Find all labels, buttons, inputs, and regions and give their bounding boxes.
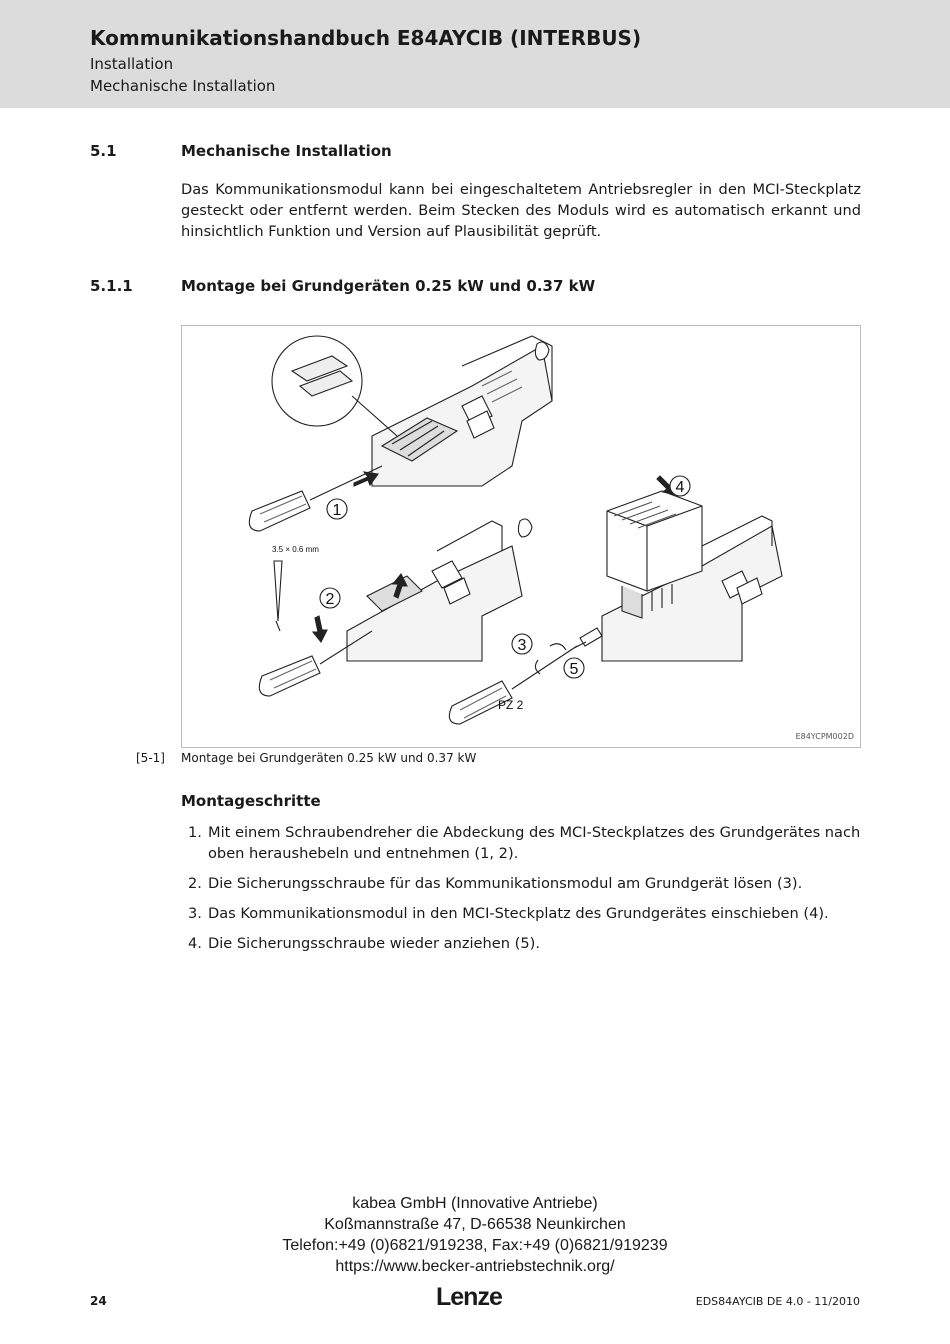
zoom-detail [272, 336, 397, 436]
list-item [181, 903, 861, 924]
page-header [0, 0, 950, 108]
step-number: 4. [188, 935, 202, 952]
document-title: Kommunikationshandbuch E84AYCIB (INTERBUS) [90, 26, 642, 50]
installation-figure [181, 325, 861, 748]
contact-phone-fax: Telefon:+49 (0)6821/919238, Fax:+49 (0)6821/919239 [282, 1237, 668, 1254]
screwdriver-1 [249, 466, 382, 531]
lenze-logo: Lenze [436, 1283, 502, 1311]
figure-label-1: 1 [332, 502, 342, 519]
section-number: 5.1 [90, 142, 117, 160]
steps-list [181, 822, 861, 963]
drive-device-top [372, 336, 552, 486]
locking-screw [574, 628, 602, 648]
installation-drawing [182, 326, 860, 747]
figure-label-4: 4 [675, 479, 685, 496]
step-number: 3. [188, 905, 202, 922]
list-item [181, 822, 861, 864]
page-number: 24 [90, 1294, 107, 1308]
list-item [181, 873, 861, 894]
contact-website[interactable]: https://www.becker-antriebstechnik.org/ [335, 1258, 615, 1275]
list-item [181, 933, 861, 954]
contact-company: kabea GmbH (Innovative Antriebe) [352, 1195, 598, 1212]
breadcrumb-section: Mechanische Installation [90, 77, 276, 95]
subsection-number: 5.1.1 [90, 277, 133, 295]
breadcrumb-chapter: Installation [90, 55, 174, 73]
step-number: 1. [188, 824, 202, 841]
step-text: Die Sicherungsschraube für das Kommunikationsmodul am Grundgerät lösen (3). [208, 875, 803, 892]
arrow-2 [313, 616, 327, 642]
drive-device-left [347, 521, 522, 661]
document-id: EDS84AYCIB DE 4.0 - 11/2010 [695, 1295, 860, 1308]
steps-title: Montageschritte [181, 792, 321, 810]
rotate-arrow-tighten [550, 644, 566, 650]
blade-dimension-label: 3.5 × 0.6 mm [272, 545, 319, 554]
figure-label-2: 2 [325, 591, 335, 608]
section-intro: Das Kommunikationsmodul kann bei eingeschaltetem Antriebsregler in den MCI-Steckplatz gesteckt oder entfernt werden. Beim Stecken des Moduls wird es automatisch erkannt und hinsichtlich Funktion und Version auf Plausibilität geprüft. [181, 181, 861, 240]
figure-caption: Montage bei Grundgeräten 0.25 kW und 0.37 kW [181, 751, 477, 765]
driver-size-label: PZ 2 [498, 698, 524, 712]
step-number: 2. [188, 875, 202, 892]
figure-label-5: 5 [569, 661, 579, 678]
contact-block [0, 1193, 950, 1277]
figure-code: E84YCPM002D [795, 732, 854, 741]
subsection-title: Montage bei Grundgeräten 0.25 kW und 0.37 kW [181, 277, 596, 295]
contact-address: Koßmannstraße 47, D-66538 Neunkirchen [324, 1216, 626, 1233]
step-text: Mit einem Schraubendreher die Abdeckung des MCI-Steckplatzes des Grundgerätes nach oben heraushebeln und entnehmen (1, 2). [208, 824, 861, 862]
section-title: Mechanische Installation [181, 142, 392, 160]
step-text: Das Kommunikationsmodul in den MCI-Steckplatz des Grundgerätes einschieben (4). [208, 905, 829, 922]
rotate-arrow-loosen [535, 660, 540, 674]
figure-label-3: 3 [517, 637, 527, 654]
step-text: Die Sicherungsschraube wieder anziehen (5). [208, 935, 540, 952]
blade-profile [274, 561, 282, 631]
figure-caption-number: [5-1] [136, 751, 165, 765]
